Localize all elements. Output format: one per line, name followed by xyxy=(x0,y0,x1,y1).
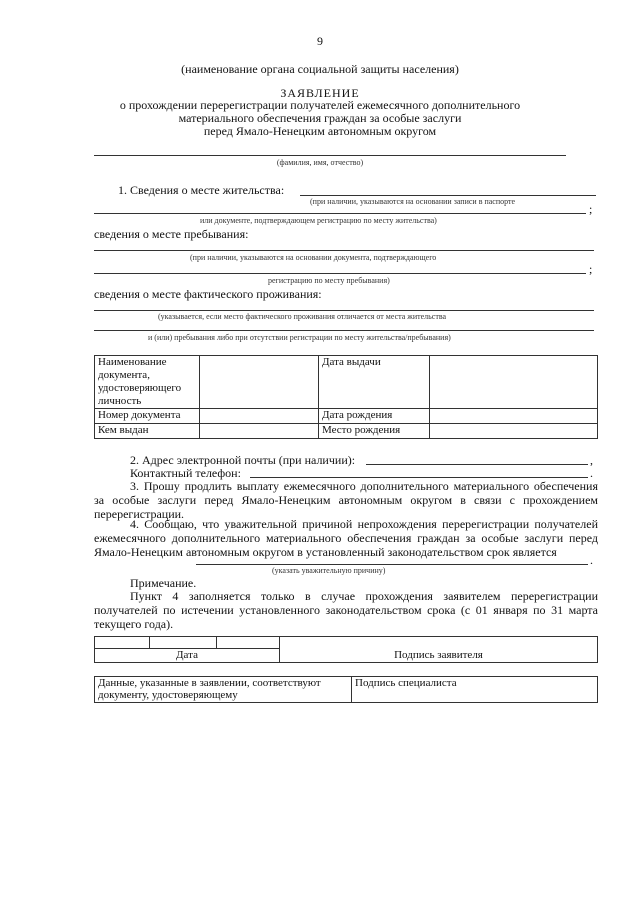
actual-note-1: (указывается, если место фактического проживания отличается от места жительства xyxy=(158,312,447,321)
note-title: Примечание. xyxy=(130,576,197,590)
subtitle-line-1: о прохождении перерегистрации получателей ежемесячного дополнительного xyxy=(119,98,521,112)
date-cell-1[interactable] xyxy=(95,637,150,649)
residence-note-1: (при наличии, указываются на основании записи в паспорте xyxy=(310,197,516,206)
residence-field-1[interactable] xyxy=(300,195,596,196)
reason-field[interactable] xyxy=(196,564,588,565)
item-4-end: . xyxy=(590,553,593,567)
actual-note-2: и (или) пребывания либо при отсутствии регистрации по месту жительства/пребывания) xyxy=(148,333,451,342)
email-end: , xyxy=(590,453,593,467)
phone-field[interactable] xyxy=(250,477,588,478)
item-4-text: 4. Сообщаю, что уважительной причиной непрохождения перерегистрации получателей ежемесячного дополнительного материального обеспечения граждан за особые заслуги перед Ямало-Ненецким автономным округом в установленный законодательством срок является xyxy=(94,517,598,559)
phone-end: . xyxy=(590,466,593,480)
issued-by-value[interactable] xyxy=(200,424,319,439)
date-cell-3[interactable] xyxy=(217,637,280,649)
subtitle-line-3: перед Ямало-Ненецким автономным округом xyxy=(203,124,437,138)
doc-name-label: Наименование документа, удостоверяющего личность xyxy=(95,356,200,409)
doc-name-value[interactable] xyxy=(200,356,319,409)
date-label: Дата xyxy=(95,649,280,663)
doc-number-value[interactable] xyxy=(200,409,319,424)
residence-field-2[interactable] xyxy=(94,213,586,214)
actual-field-2[interactable] xyxy=(94,330,594,331)
phone-label: Контактный телефон: xyxy=(130,466,241,480)
issue-date-value[interactable] xyxy=(430,356,598,409)
specialist-signature-label: Подпись специалиста xyxy=(352,677,598,703)
authority-caption: (наименование органа социальной защиты населения) xyxy=(181,62,459,76)
birth-date-value[interactable] xyxy=(430,409,598,424)
note-text: Пункт 4 заполняется только в случае прохождения заявителем перерегистрации получателей по истечении установленного законодательством срока (с 01 января по 31 марта текущего года). xyxy=(94,589,598,631)
residence-label: 1. Сведения о месте жительства: xyxy=(118,183,285,197)
verify-text: Данные, указанные в заявлении, соответствуют документу, удостоверяющему xyxy=(95,677,352,703)
doc-number-label: Номер документа xyxy=(95,409,200,424)
page-number: 9 xyxy=(317,34,323,48)
stay-field-1[interactable] xyxy=(94,250,594,251)
stay-note-1: (при наличии, указываются на основании документа, подтверждающего xyxy=(190,253,437,262)
email-label: 2. Адрес электронной почты (при наличии): xyxy=(130,453,356,467)
date-cell-2[interactable] xyxy=(150,637,217,649)
stay-label: сведения о месте пребывания: xyxy=(94,227,249,241)
birth-date-label: Дата рождения xyxy=(319,409,430,424)
stay-note-2: регистрацию по месту пребывания) xyxy=(268,276,390,285)
fio-field[interactable] xyxy=(94,155,566,156)
applicant-signature-label: Подпись заявителя xyxy=(280,649,598,663)
reason-caption: (указать уважительную причину) xyxy=(272,566,386,575)
residence-semicolon: ; xyxy=(589,202,593,216)
item-3-text: 3. Прошу продлить выплату ежемесячного дополнительного материального обеспечения за особые заслуги перед Ямало-Ненецким автономным округом в связи с прохождением перерегистрации. xyxy=(94,479,598,521)
subtitle-line-2: материального обеспечения граждан за особые заслуги xyxy=(178,111,462,125)
fio-caption: (фамилия, имя, отчество) xyxy=(276,158,364,167)
stay-semicolon: ; xyxy=(589,262,593,276)
issue-date-label: Дата выдачи xyxy=(319,356,430,409)
birth-place-label: Место рождения xyxy=(319,424,430,439)
email-field[interactable] xyxy=(366,464,588,465)
actual-label: сведения о месте фактического проживания: xyxy=(94,287,322,301)
issued-by-label: Кем выдан xyxy=(95,424,200,439)
signature-cell-top[interactable] xyxy=(280,637,598,649)
id-document-table xyxy=(94,355,598,439)
actual-field-1[interactable] xyxy=(94,310,594,311)
stay-field-2[interactable] xyxy=(94,273,586,274)
date-signature-table xyxy=(94,636,598,663)
document-title: ЗАЯВЛЕНИЕ xyxy=(280,86,360,100)
residence-note-2: или документе, подтверждающем регистрацию по месту жительства) xyxy=(200,216,437,225)
birth-place-value[interactable] xyxy=(430,424,598,439)
verification-table xyxy=(94,676,598,703)
